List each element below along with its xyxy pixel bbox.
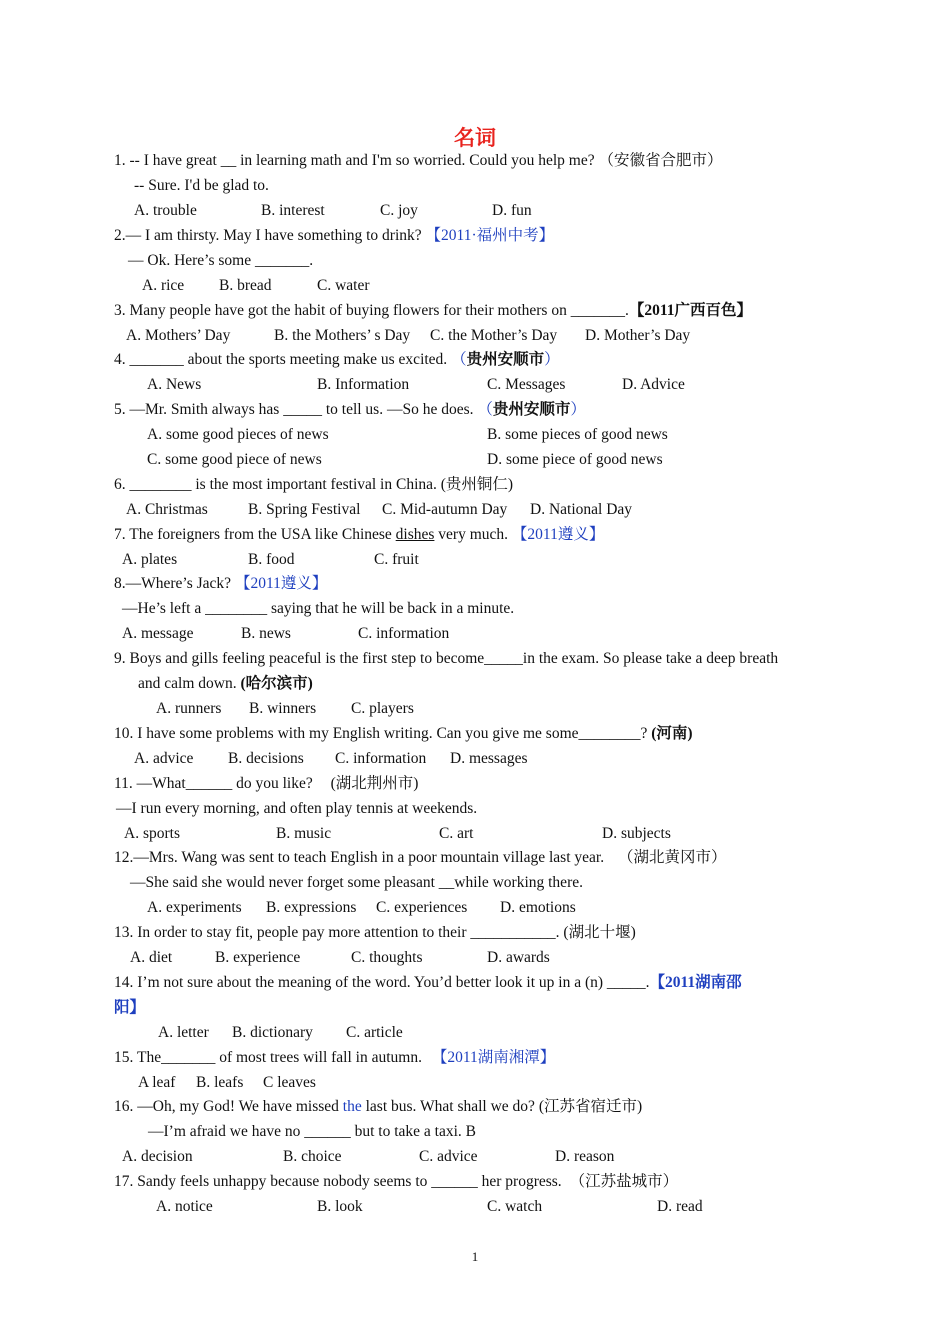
q11-option-b: B. music (276, 825, 332, 842)
q17-option-d: D. read (657, 1198, 703, 1215)
question-text: 11. —What______ do you like? (114, 775, 313, 792)
question-source: 贵州安顺市 (492, 401, 571, 418)
q1-option-d: D. fun (492, 202, 532, 219)
question-text: 3. Many people have got the habit of buying flowers for their mothers on _______. (114, 302, 629, 319)
q3-option-d: D. Mother’s Day (585, 327, 691, 344)
q14-option-c: C. article (346, 1024, 403, 1041)
q2-option-a: A. rice (142, 277, 185, 294)
q8-option-b: B. news (241, 625, 291, 642)
question-6-stem (114, 475, 513, 495)
q1-option-c: C. joy (380, 202, 418, 219)
q11-option-c: C. art (439, 825, 474, 842)
question-source: 【2011遵义】 (511, 526, 605, 543)
question-source-open: （ (477, 401, 493, 418)
question-text: 14. I’m not sure about the meaning of the word. You’d better look it up in a (n) _____. (114, 974, 650, 991)
q16-option-c: C. advice (419, 1148, 478, 1165)
question-8-reply: —He’s left a ________ saying that he will be back in a minute. (122, 600, 515, 617)
question-source: (湖北十堰) (563, 924, 636, 941)
q10-option-c: C. information (335, 750, 427, 767)
question-source: 【2011遵义】 (234, 575, 328, 592)
question-17-stem (114, 1172, 678, 1192)
question-source: （江苏盐城市） (569, 1173, 679, 1190)
question-1-reply: -- Sure. I'd be glad to. (134, 177, 269, 194)
q5-option-d: D. some piece of good news (487, 451, 663, 468)
q15-option-b: B. leafs (196, 1074, 244, 1091)
q5-option-b: B. some pieces of good news (487, 426, 668, 443)
q2-option-c: C. water (317, 277, 370, 294)
q9-option-c: C. players (351, 700, 414, 717)
q9-option-a: A. runners (156, 700, 222, 717)
question-text: 15. The_______ of most trees will fall in autumn. (114, 1049, 422, 1066)
q12-option-c: C. experiences (376, 899, 468, 916)
q4-option-a: A. News (147, 376, 202, 393)
q7-option-c: C. fruit (374, 551, 419, 568)
question-text: 2.— I am thirsty. May I have something to drink? (114, 227, 422, 244)
underlined-word: dishes (395, 526, 435, 543)
question-text: 13. In order to stay fit, people pay more attention to their ___________. (114, 924, 560, 941)
question-source: （湖北黄冈市） (617, 849, 727, 866)
question-source-close: ） (570, 401, 586, 418)
question-14-source-cont: 阳】 (114, 999, 146, 1016)
question-text: 7. The foreigners from the USA like Chinese (114, 526, 396, 543)
question-text-end: very much. (434, 526, 509, 543)
question-1-stem (114, 151, 722, 171)
q15-option-a: A leaf (138, 1074, 176, 1091)
question-source: (河南) (651, 725, 693, 742)
q6-option-b: B. Spring Festival (248, 501, 361, 518)
q16-option-b: B. choice (283, 1148, 342, 1165)
question-4-stem (114, 350, 560, 370)
q1-option-a: A. trouble (134, 202, 197, 219)
question-5-stem (114, 400, 586, 420)
question-12-stem (114, 848, 726, 868)
question-source: 贵州安顺市 (466, 351, 545, 368)
question-text: 12.—Mrs. Wang was sent to teach English in a poor mountain village last year. (114, 849, 605, 866)
question-11-stem (114, 774, 418, 794)
question-16-reply: —I’m afraid we have no ______ but to take a taxi. B (148, 1123, 476, 1140)
question-14-stem (114, 973, 742, 993)
q14-option-a: A. letter (158, 1024, 209, 1041)
question-2-reply: — Ok. Here’s some _______. (128, 252, 314, 269)
question-11-reply: —I run every morning, and often play tennis at weekends. (116, 800, 478, 817)
q12-option-b: B. expressions (266, 899, 357, 916)
q3-option-c: C. the Mother’s Day (430, 327, 558, 344)
question-source: （安徽省合肥市） (598, 152, 723, 169)
question-text: 16. —Oh, my God! We have missed (114, 1098, 343, 1115)
q12-option-d: D. emotions (500, 899, 576, 916)
question-source: (贵州铜仁) (440, 476, 514, 493)
q17-option-a: A. notice (156, 1198, 213, 1215)
q10-option-b: B. decisions (228, 750, 304, 767)
q13-option-d: D. awards (487, 949, 550, 966)
q5-option-c: C. some good piece of news (147, 451, 322, 468)
question-text: and calm down. (138, 675, 237, 692)
q17-option-c: C. watch (487, 1198, 543, 1215)
q17-option-b: B. look (317, 1198, 363, 1215)
question-15-stem (114, 1048, 555, 1068)
q2-option-b: B. bread (219, 277, 272, 294)
question-text: 5. —Mr. Smith always has _____ to tell us. —So he does. (114, 401, 474, 418)
question-2-stem (114, 226, 554, 246)
q6-option-a: A. Christmas (126, 501, 208, 518)
q4-option-d: D. Advice (622, 376, 685, 393)
q7-option-b: B. food (248, 551, 295, 568)
question-source: 【2011湖南邵 (649, 974, 742, 991)
q10-option-a: A. advice (134, 750, 194, 767)
question-9-stem-cont (138, 674, 313, 694)
question-13-stem (114, 923, 636, 943)
q3-option-a: A. Mothers’ Day (126, 327, 231, 344)
q3-option-b: B. the Mothers’ s Day (274, 327, 411, 344)
question-source: (湖北荆州市) (330, 775, 419, 792)
question-source: 【2011湖南湘潭】 (431, 1049, 556, 1066)
question-3-stem (114, 301, 752, 321)
question-9-stem: 9. Boys and gills feeling peaceful is the first step to become_____in the exam. So please take a deep breath (114, 650, 779, 667)
question-text: 10. I have some problems with my English writing. Can you give me some________? (114, 725, 648, 742)
question-10-stem (114, 724, 693, 744)
q10-option-d: D. messages (450, 750, 528, 767)
q13-option-c: C. thoughts (351, 949, 423, 966)
q5-option-a: A. some good pieces of news (147, 426, 329, 443)
q8-option-a: A. message (122, 625, 194, 642)
highlighted-word: the (342, 1098, 362, 1115)
question-text: 8.—Where’s Jack? (114, 575, 232, 592)
q13-option-a: A. diet (130, 949, 173, 966)
q11-option-a: A. sports (124, 825, 180, 842)
question-source: 【2011广西百色】 (628, 302, 752, 319)
question-text: 1. -- I have great __ in learning math and I'm so worried. Could you help me? (114, 152, 595, 169)
question-text: 17. Sandy feels unhappy because nobody seems to ______ her progress. (114, 1173, 562, 1190)
q12-option-a: A. experiments (147, 899, 242, 916)
page-title: 名词 (454, 126, 496, 150)
q9-option-b: B. winners (249, 700, 317, 717)
question-7-stem (114, 525, 604, 545)
q8-option-c: C. information (358, 625, 450, 642)
question-16-stem (114, 1097, 642, 1117)
question-text-end: last bus. What shall we do? (361, 1098, 535, 1115)
question-source: 【2011·福州中考】 (425, 227, 555, 244)
q4-option-c: C. Messages (487, 376, 566, 393)
question-source-close: ） (544, 351, 560, 368)
q16-option-d: D. reason (555, 1148, 615, 1165)
question-source-open: （ (451, 351, 467, 368)
page-number: 1 (471, 1249, 479, 1264)
q11-option-d: D. subjects (602, 825, 671, 842)
question-text: 6. ________ is the most important festival in China. (114, 476, 437, 493)
question-source: (江苏省宿迁市) (538, 1098, 643, 1115)
q13-option-b: B. experience (215, 949, 301, 966)
question-source: (哈尔滨市) (240, 675, 313, 692)
question-12-reply: —She said she would never forget some pleasant __while working there. (130, 874, 583, 891)
q7-option-a: A. plates (122, 551, 178, 568)
q16-option-a: A. decision (122, 1148, 193, 1165)
q15-option-c: C leaves (263, 1074, 316, 1091)
q6-option-d: D. National Day (530, 501, 633, 518)
q14-option-b: B. dictionary (232, 1024, 313, 1041)
q6-option-c: C. Mid-autumn Day (382, 501, 508, 518)
q4-option-b: B. Information (317, 376, 410, 393)
q1-option-b: B. interest (261, 202, 325, 219)
question-8-stem (114, 574, 327, 594)
question-text: 4. _______ about the sports meeting make us excited. (114, 351, 448, 368)
